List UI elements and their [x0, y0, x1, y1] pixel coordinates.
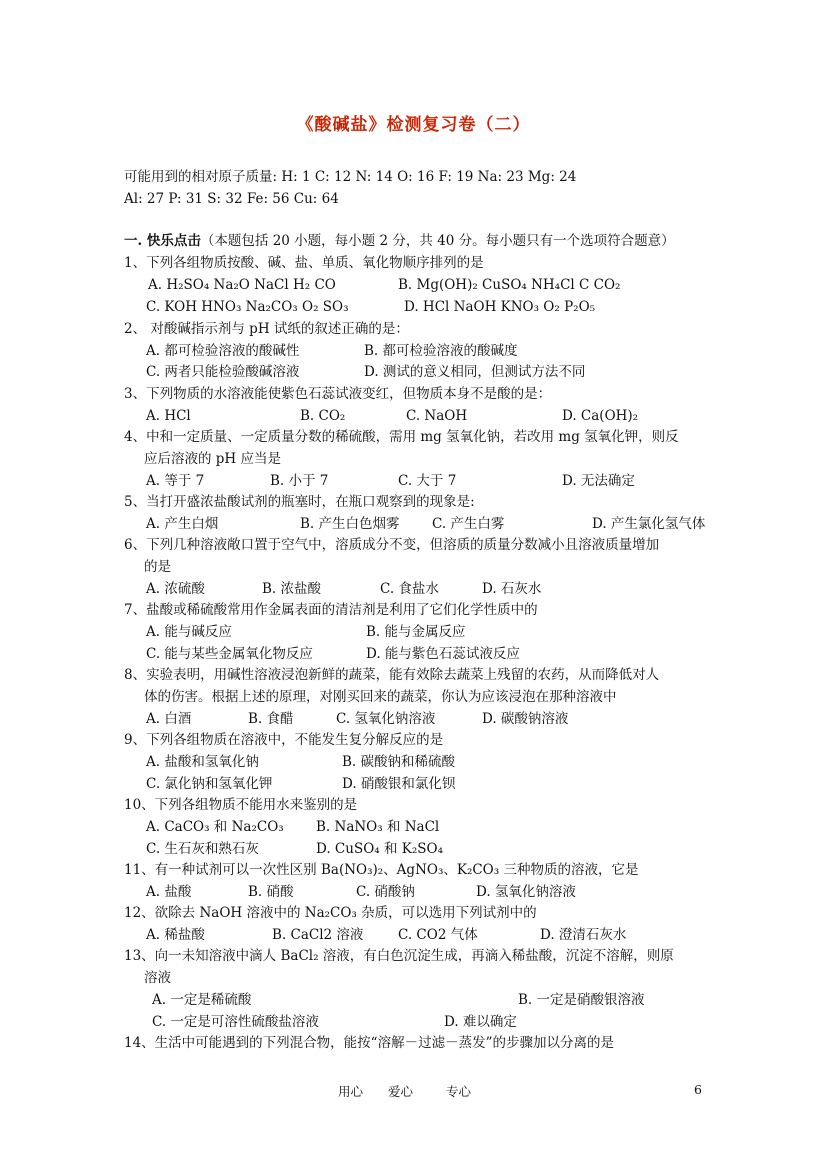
section-1-description: （本题包括 20 小题，每小题 2 分，共 40 分。每小题只有一个选项符合题意） — [200, 233, 675, 249]
question-6-stem-cont: 的是 — [144, 559, 171, 575]
page-number: 6 — [694, 1082, 702, 1097]
question-4-option-d: D. 无法确定 — [562, 473, 635, 489]
section-1-heading: 一. 快乐点击 — [124, 233, 201, 249]
question-6-option-d: D. 石灰水 — [482, 581, 542, 597]
question-10-stem: 10、下列各组物质不能用水来鉴别的是 — [124, 797, 358, 813]
question-9-stem: 9、下列各组物质在溶液中，不能发生复分解反应的是 — [124, 732, 444, 748]
question-7-option-b: B. 能与金属反应 — [366, 624, 466, 640]
question-13-stem-cont: 溶液 — [144, 970, 171, 986]
question-12-option-b: B. CaCl2 溶液 — [272, 927, 364, 943]
question-7-option-c: C. 能与某些金属氧化物反应 — [146, 646, 313, 662]
footer-motto-1: 用心 — [338, 1084, 364, 1099]
question-7-option-d: D. 能与紫色石蕊试液反应 — [366, 646, 520, 662]
question-11-option-c: C. 硝酸钠 — [356, 884, 415, 900]
question-4-option-a: A. 等于 7 — [146, 473, 205, 489]
question-8-stem: 8、实验表明，用碱性溶液浸泡新鲜的蔬菜，能有效除去蔬菜上残留的农药，从而降低对人 — [124, 667, 660, 683]
question-2-option-d: D. 测试的意义相同，但测试方法不同 — [364, 364, 586, 380]
question-4-option-b: B. 小于 7 — [270, 473, 329, 489]
question-11-option-b: B. 硝酸 — [248, 884, 294, 900]
section-1-header — [124, 232, 675, 250]
question-2-stem: 2、 对酸碱指示剂与 pH 试纸的叙述正确的是： — [124, 321, 409, 337]
question-13-option-a: A. 一定是稀硫酸 — [152, 992, 252, 1008]
question-7-stem: 7、盐酸或稀硫酸常用作金属表面的清洁剂是利用了它们化学性质中的 — [124, 602, 538, 618]
question-1-option-c: C. KOH HNO₃ Na₂CO₃ O₂ SO₃ — [146, 299, 349, 315]
question-4-stem: 4、中和一定质量、一定质量分数的稀硫酸，需用 mg 氢氧化钠，若改用 mg 氢氧化钾，则反 — [124, 429, 679, 445]
question-8-stem-cont: 体的伤害。根据上述的原理，对刚买回来的蔬菜，你认为应该浸泡在那种溶液中 — [144, 689, 617, 705]
question-11-option-d: D. 氢氧化钠溶液 — [476, 884, 576, 900]
question-9-option-d: D. 硝酸银和氯化钡 — [342, 776, 456, 792]
question-6-option-c: C. 食盐水 — [380, 581, 439, 597]
question-12-stem: 12、欲除去 NaOH 溶液中的 Na₂CO₃ 杂质，可以选用下列试剂中的 — [124, 905, 537, 921]
question-7-option-a: A. 能与碱反应 — [146, 624, 232, 640]
question-5-stem: 5、当打开盛浓盐酸试剂的瓶塞时，在瓶口观察到的现象是: — [124, 494, 475, 510]
question-2-option-a: A. 都可检验溶液的酸碱性 — [146, 343, 300, 359]
question-12-option-c: C. CO2 气体 — [398, 927, 478, 943]
footer-motto-2: 爱心 — [388, 1084, 414, 1099]
question-12-option-a: A. 稀盐酸 — [146, 927, 205, 943]
question-5-option-a: A. 产生白烟 — [146, 516, 219, 532]
question-5-option-d: D. 产生氯化氢气体 — [592, 516, 706, 532]
question-9-option-a: A. 盐酸和氢氧化钠 — [146, 754, 259, 770]
question-11-stem: 11、有一种试剂可以一次性区别 Ba(NO₃)₂、AgNO₃、K₂CO₃ 三种物质的溶液，它是 — [124, 862, 639, 878]
question-4-option-c: C. 大于 7 — [398, 473, 457, 489]
question-11-option-a: A. 盐酸 — [146, 884, 192, 900]
question-3-option-a: A. HCl — [146, 408, 191, 424]
question-1-stem: 1、下列各组物质按酸、碱、盐、单质、氧化物顺序排列的是 — [124, 255, 484, 271]
question-9-option-c: C. 氯化钠和氢氧化钾 — [146, 776, 273, 792]
question-10-option-c: C. 生石灰和熟石灰 — [146, 841, 259, 857]
page-title: 《酸碱盐》检测复习卷（二） — [296, 115, 531, 135]
question-6-option-a: A. 浓硫酸 — [146, 581, 205, 597]
question-8-option-d: D. 碳酸钠溶液 — [482, 711, 569, 727]
question-9-option-b: B. 碳酸钠和稀硫酸 — [342, 754, 456, 770]
question-13-option-b: B. 一定是硝酸银溶液 — [518, 992, 645, 1008]
question-6-stem: 6、下列几种溶液敞口置于空气中，溶质成分不变，但溶质的质量分数减小且溶液质量增加 — [124, 537, 660, 553]
question-3-stem: 3、下列物质的水溶液能使紫色石蕊试液变红，但物质本身不是酸的是： — [124, 386, 552, 402]
question-2-option-b: B. 都可检验溶液的酸碱度 — [364, 343, 518, 359]
question-3-option-c: C. NaOH — [406, 408, 468, 424]
question-2-option-c: C. 两者只能检验酸碱溶液 — [146, 364, 300, 380]
question-8-option-a: A. 白酒 — [146, 711, 192, 727]
question-12-option-d: D. 澄清石灰水 — [540, 927, 627, 943]
question-8-option-c: C. 氢氧化钠溶液 — [336, 711, 436, 727]
question-3-option-b: B. CO₂ — [300, 408, 346, 424]
footer-motto-3: 专心 — [446, 1084, 472, 1099]
question-10-option-a: A. CaCO₃ 和 Na₂CO₃ — [146, 819, 284, 835]
question-3-option-d: D. Ca(OH)₂ — [562, 408, 639, 424]
question-10-option-d: D. CuSO₄ 和 K₂SO₄ — [316, 841, 443, 857]
question-6-option-b: B. 浓盐酸 — [262, 581, 322, 597]
question-1-option-b: B. Mg(OH)₂ CuSO₄ NH₄Cl C CO₂ — [398, 277, 621, 293]
atomic-mass-line-1: 可能用到的相对原子质量: H: 1 C: 12 N: 14 O: 16 F: 19 Na: 23 Mg: 24 — [124, 169, 577, 185]
question-5-option-b: B. 产生白色烟雾 — [300, 516, 400, 532]
question-1-option-a: A. H₂SO₄ Na₂O NaCl H₂ CO — [148, 277, 336, 293]
question-5-option-c: C. 产生白雾 — [432, 516, 505, 532]
question-4-stem-cont: 应后溶液的 pH 应当是 — [144, 451, 281, 467]
question-1-option-d: D. HCl NaOH KNO₃ O₂ P₂O₅ — [404, 299, 596, 315]
question-14-stem: 14、生活中可能遇到的下列混合物，能按“溶解－过滤－蒸发”的步骤加以分离的是 — [124, 1035, 614, 1051]
question-13-option-c: C. 一定是可溶性硫酸盐溶液 — [152, 1014, 319, 1030]
atomic-mass-line-2: Al: 27 P: 31 S: 32 Fe: 56 Cu: 64 — [124, 191, 339, 207]
question-8-option-b: B. 食醋 — [248, 711, 294, 727]
question-13-stem: 13、向一未知溶液中滴人 BaCl₂ 溶液，有白色沉淀生成，再滴入稀盐酸，沉淀不溶解，则原 — [124, 948, 674, 964]
question-13-option-d: D. 难以确定 — [444, 1014, 517, 1030]
question-10-option-b: B. NaNO₃ 和 NaCl — [316, 819, 440, 835]
